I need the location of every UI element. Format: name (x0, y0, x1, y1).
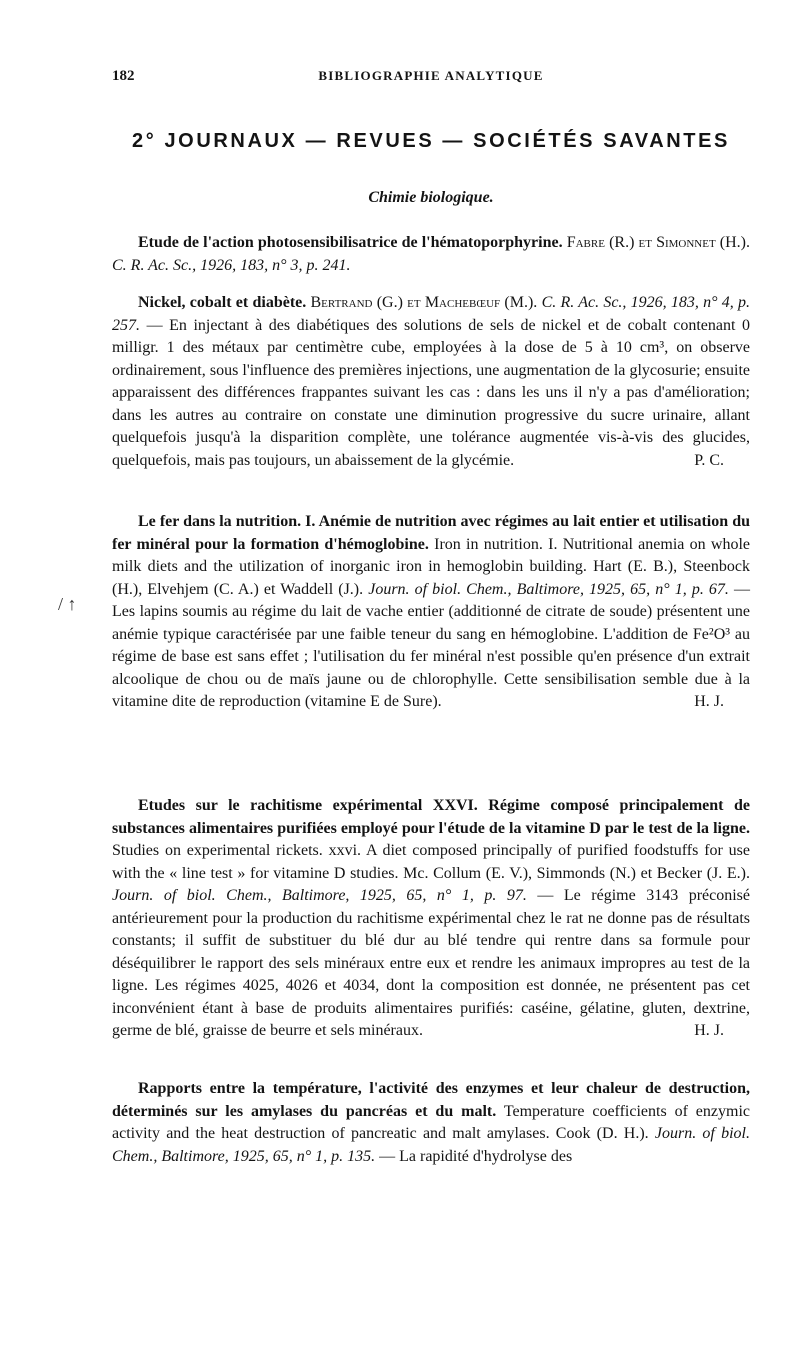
article-body: — Les lapins soumis au régime du lait de vache entier (additionné de citrate de soude) présentent une anémie typique caractérisée par une faible teneur du sang en hémoglobine. L'addition de Fe²O³ au régime de base est sans effet ; l'utilisation du fer minéral n'est possible qu'en présence d'un extrait alcoolique de chou ou de maïs jaune ou de chlorophylle. Cette sensibilisation semble due à la vitamine dite de reproduction (vitamine E de Sure). (112, 580, 751, 710)
article-citation: Journ. of biol. Chem., Baltimore, 1925, 65, n° 1, p. 67. (368, 580, 729, 598)
article-signature: H. J. (694, 1022, 724, 1039)
article-body: — Le régime 3143 préconisé antérieurement pour la production du rachitisme expérimental chez le rat ne donne pas de résultats constants; il suffit de substituer du blé dur au blé tendre qui rentre dans sa formule pour déséquilibrer le rapport des sels minéraux entre eux et rendre les animaux impropres au test de la ligne. Les régimes 4025, 4026 et 4034, dont la composition est donnée, ne présentent pas cet inconvénient étant à base de produits alimentaires purifiés: caséine, gélatine, gluten, dextrine, germe de blé, graisse de beurre et sels minéraux. (112, 887, 751, 1039)
article-photosensibilisation (112, 232, 750, 277)
article-fer-nutrition (112, 511, 750, 714)
article-rachitisme (112, 795, 750, 1043)
article-citation: Journ. of biol. Chem., Baltimore, 1925, 65, n° 1, p. 135. (112, 1125, 750, 1165)
article-signature: P. C. (694, 451, 724, 469)
margin-mark: / ↑ (58, 594, 77, 614)
article-heading: Nickel, cobalt et diabète. (138, 294, 307, 311)
article-signature: H. J. (694, 693, 724, 710)
article-citation: Journ. of biol. Chem., Baltimore, 1925, 65, n° 1, p. 97. (112, 887, 527, 904)
article-body: — En injectant à des diabétiques des solutions de sels de nickel et de cobalt contenant 0 milligr. 1 des métaux par centimètre cube, employées à la dose de 5 à 10 cm³, on observe ordinairement, sous l'influence des premières injections, une augmentation de la glycosurie; ensuite apparaissent des différences frappantes suivant les cas : dans les uns il n'y a pas d'amélioration; dans les autres au contraire on constate une diminution progressive du sucre urinaire, allant quelquefois jusqu'à la disparition complète, une tolérance augmentée vis-à-vis des glucides, quelquefois, mais pas toujours, un abaissement de la glycémie. (112, 316, 750, 469)
running-title: BIBLIOGRAPHIE ANALYTIQUE (318, 68, 544, 83)
article-authors: Bertrand (G.) et Machebœuf (M.). (310, 294, 538, 311)
article-authors: Studies on experimental rickets. xxvi. A diet composed principally of purified foodstuffs for use with the « line test » for vitamine D studies. Mc. Collum (E. V.), Simmonds (N.) et Becker (J. E.). (112, 842, 750, 882)
article-nickel-cobalt (112, 292, 750, 472)
article-heading: Le fer dans la nutrition. I. Anémie de nutrition avec régimes au lait entier et utilisation du fer minéral pour la formation d'hémoglobine. (112, 513, 750, 553)
article-citation: C. R. Ac. Sc., 1926, 183, n° 3, p. 241. (112, 256, 351, 274)
article-authors: Temperature coefficients of enzymic activity and the heat destruction of pancreatic and malt amylases. Cook (D. H.). (112, 1102, 750, 1142)
running-head (112, 68, 750, 88)
article-amylases (112, 1078, 750, 1168)
page-number: 182 (112, 68, 135, 84)
section-title: 2° JOURNAUX — REVUES — SOCIÉTÉS SAVANTES (131, 130, 730, 152)
article-heading: Rapports entre la température, l'activité des enzymes et leur chaleur de destruction, déterminés sur les amylases du pancréas et du malt. (112, 1080, 750, 1120)
article-authors: Fabre (R.) et Simonnet (H.). (566, 234, 751, 251)
article-heading: Etudes sur le rachitisme expérimental XXVI. Régime composé principalement de substances alimentaires purifiées employé pour l'étude de la vitamine D par le test de la ligne. (112, 797, 750, 837)
article-authors: Iron in nutrition. I. Nutritional anemia on whole milk diets and the utilization of inorganic iron in hemoglobin building. Hart (E. B.), Steenbock (H.), Elvehjem (C. A.) et Waddell (J.). (112, 535, 751, 598)
article-citation: C. R. Ac. Sc., 1926, 183, n° 4, p. 257. (112, 294, 751, 334)
article-body: — La rapidité d'hydrolyse des (379, 1147, 573, 1165)
article-heading: Etude de l'action photosensibilisatrice de l'hématoporphyrine. (138, 234, 563, 251)
section-subtitle: Chimie biologique. (368, 189, 494, 206)
